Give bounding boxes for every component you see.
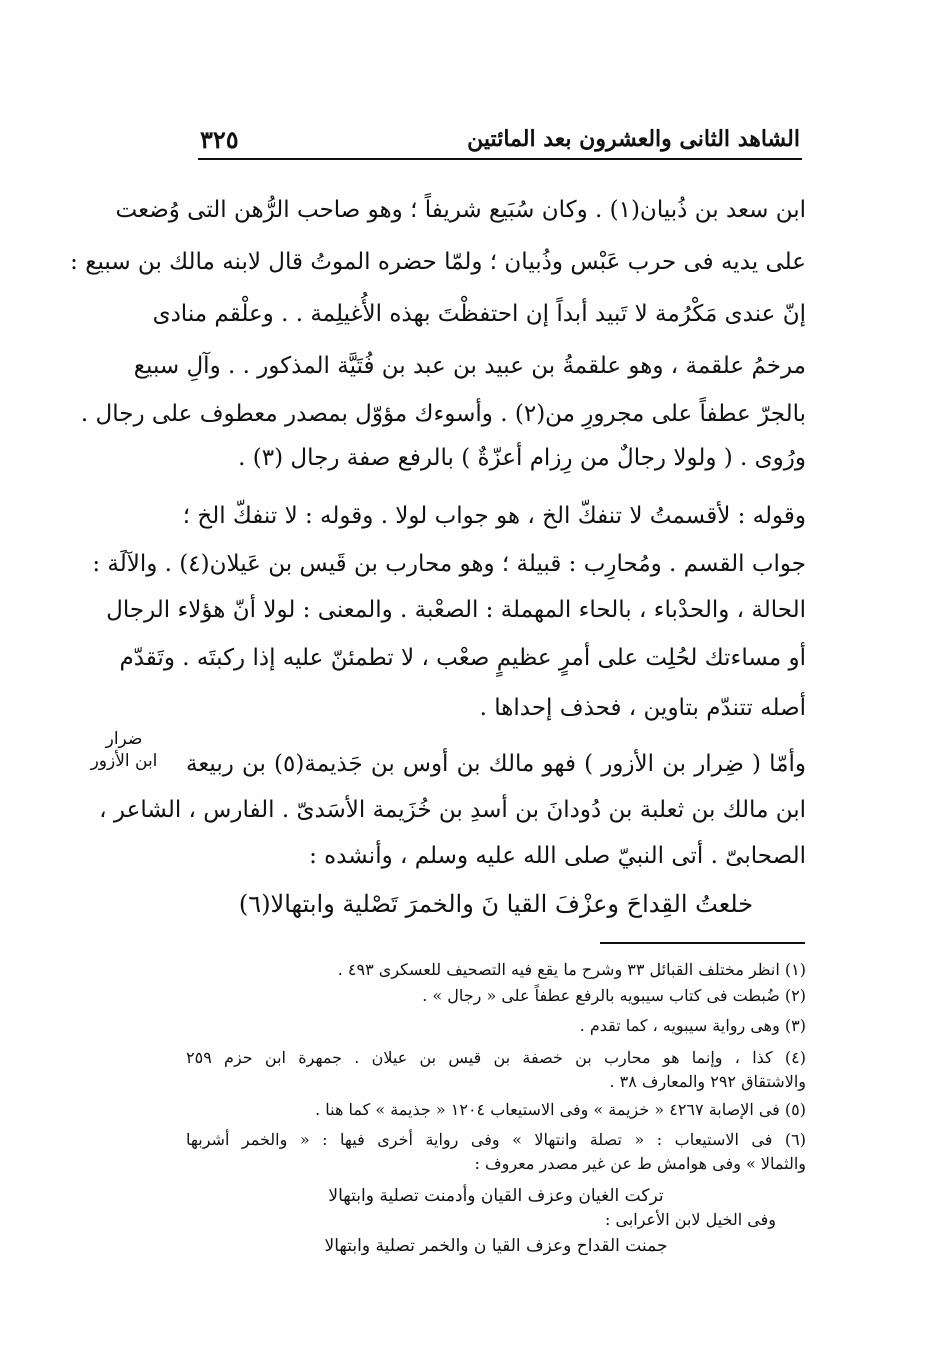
page-number: ٣٢٥ <box>200 124 239 154</box>
footnote-verse: جمنت القداح وعزف القيا ن والخمر تصلية وابتهالا <box>324 1236 668 1256</box>
page-header <box>200 122 800 156</box>
footnote-line: (٤) كذا ، وإنما هو محارب بن خصفة بن قيس بن عيلان . جمهرة ابن حزم ٢٥٩ <box>186 1048 806 1067</box>
body-line: ابن مالك بن ثعلبة بن دُودانَ بن أسدِ بن خُزَيمة الأسَدىّ . الفارس ، الشاعر ، <box>99 797 806 823</box>
body-line: بالجرّ عطفاً على مجرورِ من(٢) . وأسوءك مؤوّل بمصدر معطوف على رجال . <box>80 401 806 427</box>
body-line: أو مساءتك لحُلِت على أمرٍ عظيمٍ صعْب ، لا تطمئنّ عليه إذا ركبتَه . وتَقدّم <box>119 645 806 671</box>
footnote-line: (١) انظر مختلف القبائل ٣٣ وشرح ما يقع فيه التصحيف للعسكرى ٤٩٣ . <box>337 960 806 979</box>
margin-note-line: ابن الأزور <box>90 751 158 771</box>
footnote-line: (٣) وهى رواية سيبويه ، كما تقدم . <box>579 1016 806 1035</box>
footnote-line: والاشتقاق ٢٩٢ والمعارف ٣٨ . <box>609 1072 806 1091</box>
body-line: إنّ عندى مَكْرُمة لا تَبيد أبداً إن احتفظْتَ بهذه الأُغيلِمة . . وعلْقم منادى <box>152 301 806 327</box>
body-line: جواب القسم . ومُحارِب : قبيلة ؛ وهو محارب بن قَيس بن عَيلان(٤) . والآلَة : <box>92 551 806 577</box>
body-line: مرخمُ علقمة ، وهو علقمةُ بن عبيد بن عبد بن فُتَيَّة المذكور . . وآلِ سبيع <box>133 353 806 379</box>
footnote-line: وفى الخيل لابن الأعرابى : <box>605 1210 776 1229</box>
margin-note <box>78 728 170 772</box>
body-line: ورُوى . ( ولولا رجالٌ من رِزام أعزّةٌ ) بالرفع صفة رجال (٣) . <box>238 445 806 471</box>
body-line: وأمّا ( ضِرار بن الأزور ) فهو مالك بن أوس بن جَذيمة(٥) بن ربيعة <box>186 751 806 777</box>
body-line: ابن سعد بن ذُبيان(١) . وكان سُبَيع شريفاً ؛ وهو صاحب الرُّهن التى وُضعت <box>115 197 806 223</box>
body-line: على يديه فى حرب عَبْس وذُبيان ؛ ولمّا حضره الموتُ قال لابنه مالك بن سبيع : <box>70 249 806 275</box>
running-title: الشاهد الثانى والعشرون بعد المائتين <box>467 126 800 152</box>
footnote-rule <box>600 942 805 944</box>
footnote-line: (٥) فى الإصابة ٤٢٦٧ « خزيمة » وفى الاستيعاب ١٢٠٤ « جذيمة » كما هنا . <box>315 1100 806 1119</box>
footnote-line: (٢) ضُبطت فى كتاب سيبويه بالرفع عطفاً على « رجال » . <box>422 986 806 1005</box>
body-line: الحالة ، والحدْباء ، بالحاء المهملة : الصعْبة . والمعنى : لولا أنّ هؤلاء الرجال <box>106 597 806 623</box>
footnote-line: (٦) فى الاستيعاب : « تصلة وانتهالا » وفى رواية أخرى فيها : « والخمر أشربها <box>186 1130 806 1149</box>
margin-note-line: ضرار <box>105 729 143 749</box>
footnote-line: والثمالا » وفى هوامش ط عن غير مصدر معروف : <box>474 1154 806 1173</box>
header-rule <box>198 158 802 160</box>
footnote-verse: تركت الغيان وعزف القيان وأدمنت تصلية وابتهالا <box>328 1186 664 1206</box>
body-line: الصحابىّ . أتى النبيّ صلى الله عليه وسلم ، وأنشده : <box>309 843 806 869</box>
verse-line: خلعتُ القِداحَ وعزْفَ القيا نَ والخمرَ تَصْلية وابتهالا(٦) <box>238 890 754 918</box>
body-line: أصله تتندّم بتاوين ، فحذف إحداها . <box>479 695 806 721</box>
body-line: وقوله : لأقسمتُ لا تنفكّ الخ ، هو جواب لولا . وقوله : لا تنفكّ الخ ؛ <box>182 503 806 529</box>
